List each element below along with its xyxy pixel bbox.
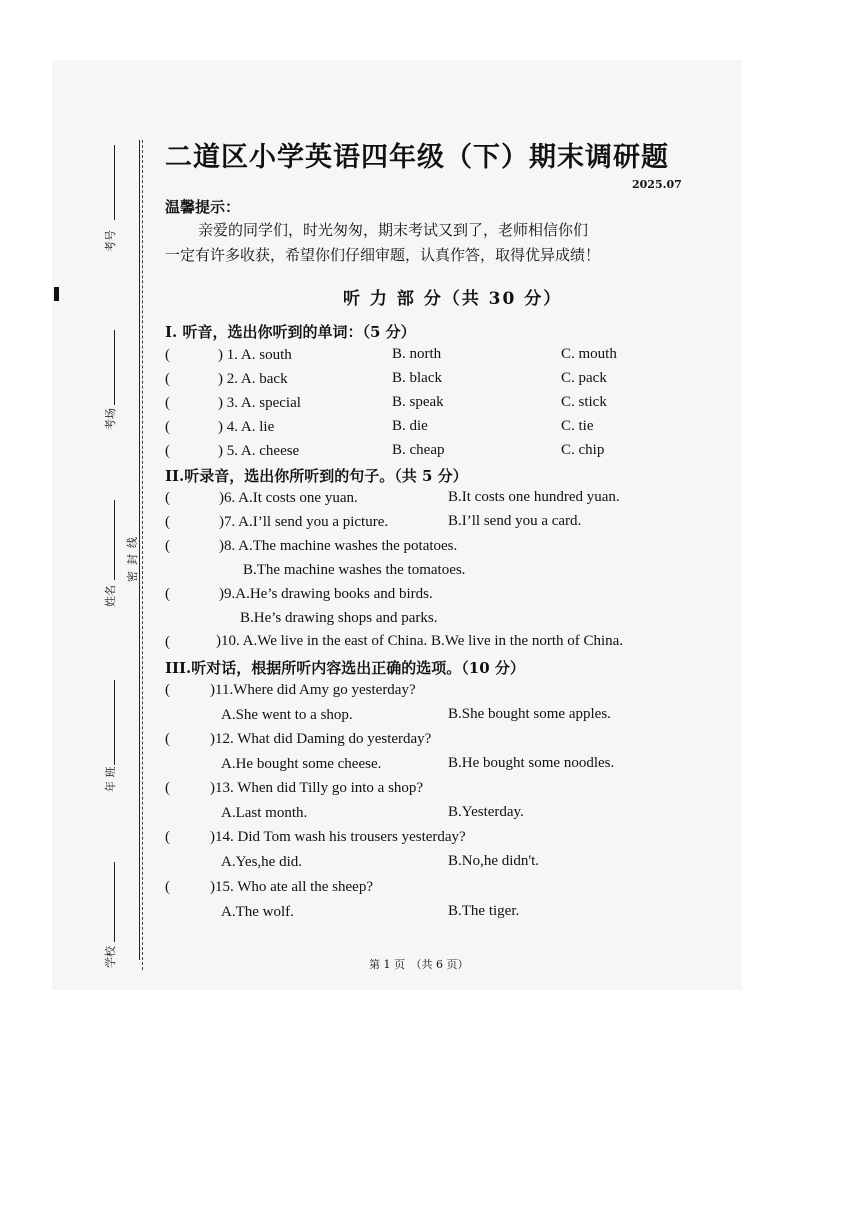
question-7-option-a: )7. A.I’ll send you a picture. xyxy=(219,514,389,530)
question-13-text: )13. When did Tilly go into a shop? xyxy=(210,780,424,796)
name-label: 姓名 xyxy=(104,585,117,607)
question-11-text: )11.Where did Amy go yesterday? xyxy=(210,682,416,698)
question-8-option-b: B.The machine washes the tomatoes. xyxy=(243,562,466,578)
tips-heading: 温馨提示： xyxy=(165,198,241,216)
answer-paren[interactable]: ( xyxy=(165,682,170,698)
question-14-option-b: B.No,he didn't. xyxy=(448,853,540,869)
section-3-heading: III.听对话，根据所听内容选出正确的选项。（10 分） xyxy=(165,659,525,677)
question-11-option-b: B.She bought some apples. xyxy=(448,706,611,722)
answer-paren[interactable]: ( xyxy=(165,731,170,747)
question-15-option-b: B.The tiger. xyxy=(448,903,520,919)
answer-paren[interactable]: ( xyxy=(165,490,170,506)
option-a: ) 1. A. south xyxy=(218,347,292,363)
option-b: B. north xyxy=(392,346,442,362)
answer-paren[interactable]: ( xyxy=(165,634,170,650)
section-2-heading: II.听录音，选出你所听到的句子。（共 5 分） xyxy=(165,467,468,485)
scan-mark xyxy=(54,287,59,301)
question-13-option-b: B.Yesterday. xyxy=(448,804,524,820)
option-a: ) 4. A. lie xyxy=(218,419,275,435)
question-12-option-a: A.He bought some cheese. xyxy=(221,756,382,772)
question-6-option-a: )6. A.It costs one yuan. xyxy=(219,490,358,506)
exam-date: 2025.07 xyxy=(632,178,682,191)
answer-paren[interactable]: ( xyxy=(165,879,170,895)
answer-paren[interactable]: ( xyxy=(165,538,170,554)
answer-paren[interactable]: ( xyxy=(165,347,170,363)
question-12-option-b: B.He bought some noodles. xyxy=(448,755,615,771)
seal-dashed-line xyxy=(142,140,143,970)
question-15-text: )15. Who ate all the sheep? xyxy=(210,879,373,895)
question-9-option-b: B.He’s drawing shops and parks. xyxy=(240,610,438,626)
exam-no-label: 考号 xyxy=(104,230,117,252)
option-c: C. pack xyxy=(561,370,607,386)
option-b: B. speak xyxy=(392,394,444,410)
answer-paren[interactable]: ( xyxy=(165,371,170,387)
question-14-option-a: A.Yes,he did. xyxy=(221,854,302,870)
option-c: C. mouth xyxy=(561,346,617,362)
option-a: ) 5. A. cheese xyxy=(218,443,300,459)
answer-paren[interactable]: ( xyxy=(165,443,170,459)
option-b: B. black xyxy=(392,370,442,386)
tips-line-2: 一定有许多收获，希望你们仔细审题，认真作答，取得优异成绩！ xyxy=(165,246,601,264)
answer-paren[interactable]: ( xyxy=(165,514,170,530)
exam-paper xyxy=(52,60,742,990)
exam-no-fill-line xyxy=(114,145,115,220)
option-a: ) 2. A. back xyxy=(218,371,288,387)
exam-title: 二道区小学英语四年级（下）期末调研题 xyxy=(165,142,669,173)
school-label: 学校 xyxy=(104,946,117,968)
question-9-option-a: )9.A.He’s drawing books and birds. xyxy=(219,586,433,602)
answer-paren[interactable]: ( xyxy=(165,780,170,796)
exam-room-label: 考场 xyxy=(104,408,117,430)
option-c: C. chip xyxy=(561,442,605,458)
class-fill-line xyxy=(114,680,115,765)
answer-paren[interactable]: ( xyxy=(165,419,170,435)
answer-paren[interactable]: ( xyxy=(165,829,170,845)
option-b: B. cheap xyxy=(392,442,445,458)
option-b: B. die xyxy=(392,418,428,434)
question-11-option-a: A.She went to a shop. xyxy=(221,707,353,723)
option-c: C. tie xyxy=(561,418,594,434)
question-8-option-a: )8. A.The machine washes the potatoes. xyxy=(219,538,458,554)
question-13-option-a: A.Last month. xyxy=(221,805,308,821)
option-c: C. stick xyxy=(561,394,607,410)
question-6-option-b: B.It costs one hundred yuan. xyxy=(448,489,620,505)
page-footer: 第 1 页 （共 6 页） xyxy=(369,958,469,971)
question-7-option-b: B.I’ll send you a card. xyxy=(448,513,582,529)
option-a: ) 3. A. special xyxy=(218,395,301,411)
answer-paren[interactable]: ( xyxy=(165,395,170,411)
answer-paren[interactable]: ( xyxy=(165,586,170,602)
listening-part-title: 听 力 部 分（共 30 分） xyxy=(343,289,563,309)
exam-room-fill-line xyxy=(114,330,115,405)
question-15-option-a: A.The wolf. xyxy=(221,904,294,920)
school-fill-line xyxy=(114,862,115,942)
question-10-options: )10. A.We live in the east of China. B.We live in the north of China. xyxy=(216,633,624,649)
question-12-text: )12. What did Daming do yesterday? xyxy=(210,731,432,747)
question-14-text: )14. Did Tom wash his trousers yesterday? xyxy=(210,829,466,845)
tips-line-1: 亲爱的同学们，时光匆匆，期末考试又到了，老师相信你们 xyxy=(198,221,589,239)
class-label: 年 班 xyxy=(104,766,117,792)
seal-line-label: 密封线 xyxy=(126,531,139,582)
name-fill-line xyxy=(114,500,115,580)
section-1-heading: I. 听音，选出你听到的单词：（5 分） xyxy=(165,323,416,341)
